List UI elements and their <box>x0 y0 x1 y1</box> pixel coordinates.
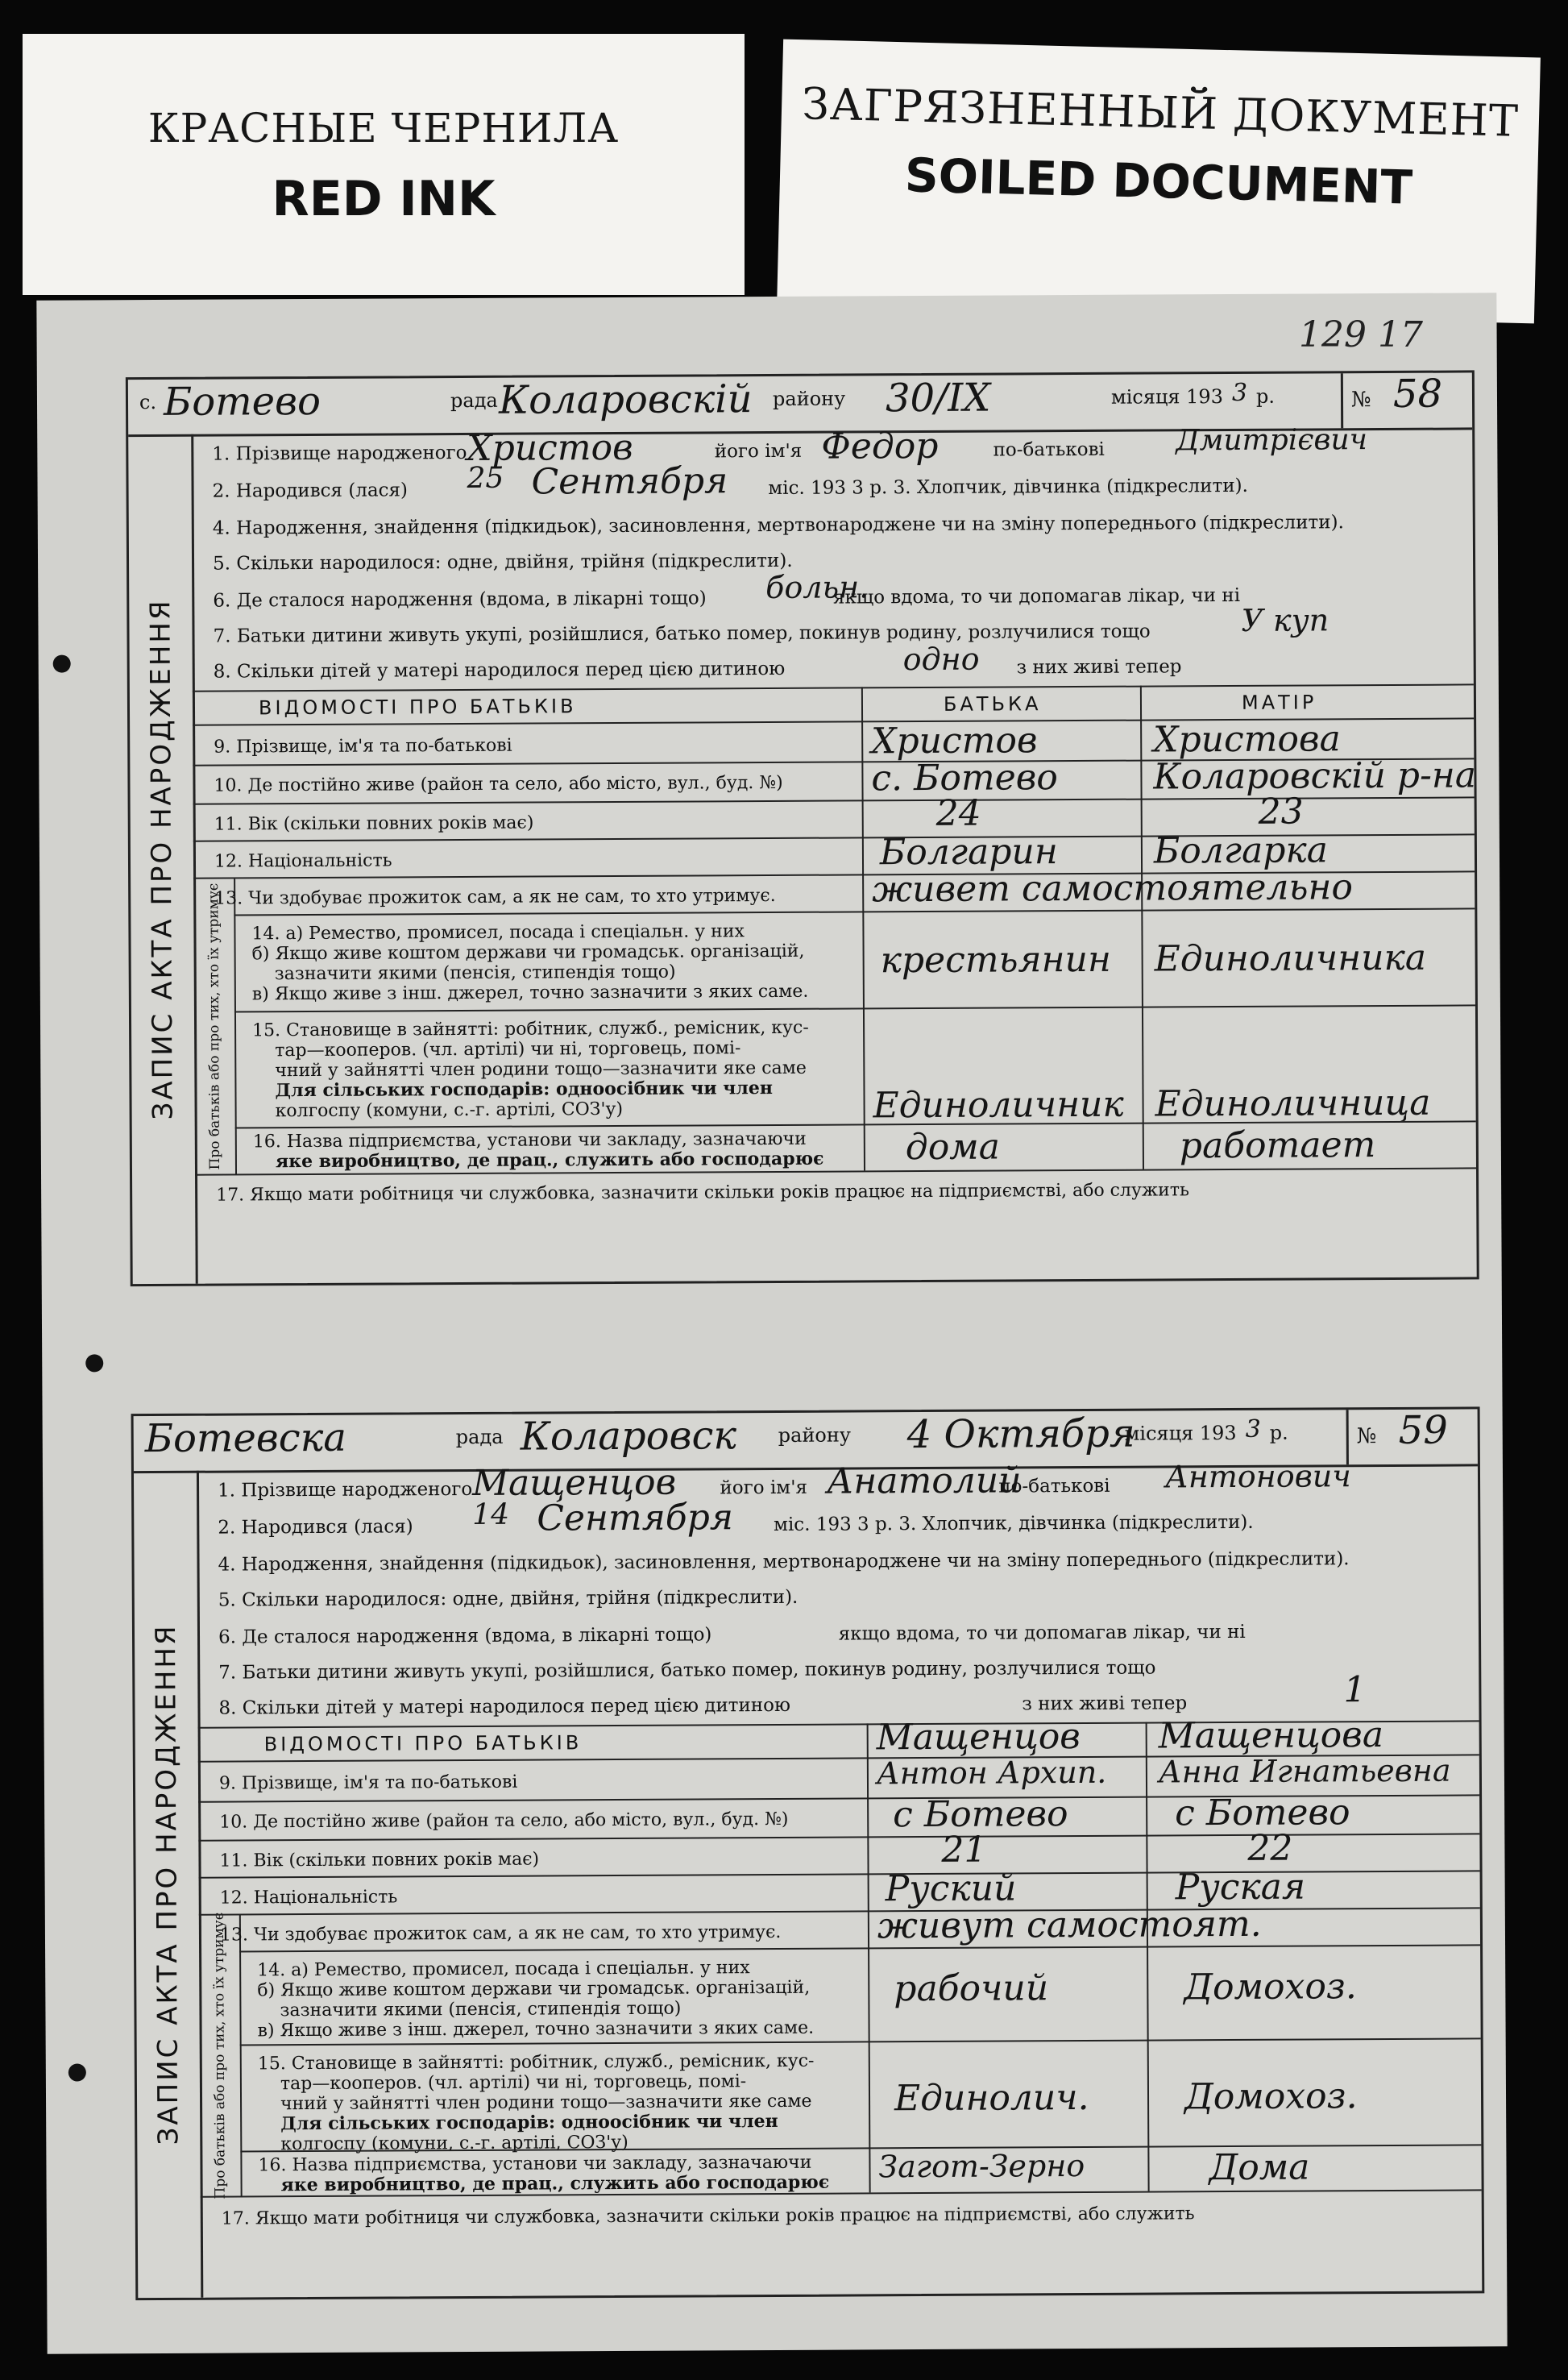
record-number-box <box>1346 1409 1478 1464</box>
soiled-label-ru: ЗАГРЯЗНЕННЫЙ ДОКУМЕНТ <box>801 78 1520 147</box>
father-heading: БАТЬКА <box>943 692 1042 716</box>
date-value: 4 Октября <box>906 1410 1135 1458</box>
row-16-label: 16. Назва підприємства, установи чи закладу, зазначаючи яке виробництво, де прац., служить або господарює <box>252 1128 824 1173</box>
row-rule <box>234 908 1475 916</box>
father-home: с Ботево <box>893 1793 1068 1836</box>
soiled-label-en: SOILED DOCUMENT <box>904 147 1413 215</box>
birth-place: больн. <box>765 569 869 606</box>
mother-age: 22 <box>1247 1827 1293 1869</box>
children-alive: 1 <box>1343 1669 1367 1711</box>
father-occupation: рабочий <box>894 1967 1049 2010</box>
father-age: 24 <box>935 792 981 834</box>
born-day: 14 <box>472 1497 510 1531</box>
father-occupation: крестьянин <box>880 938 1112 982</box>
line-2-born: 2. Народився (лася) міс. 193 3 р. 3. Хлопчик, дівчинка (підкреслити). <box>212 475 1248 502</box>
binding-hole <box>53 655 71 673</box>
mother-position: Единоличница <box>1155 1082 1431 1125</box>
village-value: Ботево <box>163 378 321 425</box>
rada-label: рада <box>450 388 498 413</box>
row-10-label: 10. Де постійно живе (район та село, або місто, вул., буд. №) <box>214 772 783 796</box>
line-1-surname: 1. Прізвище народженого його ім'я по-батькові <box>218 1475 1110 1502</box>
birth-record-58 <box>126 370 1479 1286</box>
year-value: 3 <box>1245 1414 1261 1443</box>
record-number-box <box>1341 372 1472 428</box>
month-label: місяця 193 <box>1124 1421 1237 1445</box>
father-nationality: Руский <box>885 1867 1017 1910</box>
birth-record-59 <box>131 1406 1485 2300</box>
record-number: 58 <box>1392 371 1443 417</box>
born-month: Сентября <box>531 460 728 503</box>
line-5: 5. Скільки народилося: одне, двійня, трійня (підкреслити). <box>212 550 793 575</box>
parents-together: У куп <box>1241 602 1329 638</box>
mother-age: 23 <box>1258 791 1304 833</box>
year-suffix: р. <box>1269 1421 1288 1444</box>
row-12-label: 12. Національність <box>214 850 392 872</box>
village-value: Ботевска <box>144 1414 347 1462</box>
line-1-surname: 1. Прізвище народженого його ім'я по-батькові <box>212 438 1105 465</box>
line-8: 8. Скільки дітей у матері народилося перед цією дитиною з них живі тепер <box>218 1693 1188 1719</box>
mother-name: Анна Игнатьевна <box>1158 1752 1451 1790</box>
line-4: 4. Народження, знайдення (підкидьок), засиновлення, мертвонароджене чи на зміну попереднього (підкреслити). <box>212 512 1344 539</box>
binding-hole <box>68 2063 86 2081</box>
father-surname: Мащенцов <box>876 1716 1081 1759</box>
parents-info-heading: ВІДОМОСТІ ПРО БАТЬКІВ <box>258 695 577 720</box>
mother-column-rule <box>1146 1722 1150 2191</box>
mother-occupation: Домохоз. <box>1184 1966 1357 2008</box>
row-12-label: 12. Національність <box>219 1887 398 1909</box>
father-position: Единоличник <box>873 1083 1124 1127</box>
raion-label: району <box>778 1423 852 1447</box>
line-7: 7. Батьки дитини живуть укупі, розійшлися, батько помер, покинув родину, розлучилися тощо <box>213 621 1151 647</box>
father-column-rule <box>867 1723 871 2192</box>
row-rule <box>199 1907 1480 1915</box>
mother-column-rule <box>1140 686 1144 1169</box>
child-surname: Христов <box>467 426 633 469</box>
rada-value: Коларовск <box>520 1413 737 1460</box>
row-13-label: 13. Чи здобуває прожиток сам, а як не сам, то хто утримує. <box>214 885 776 909</box>
soiled-document-label-card <box>777 39 1541 324</box>
father-name: Антон Архип. <box>876 1754 1107 1792</box>
year-suffix: р. <box>1255 384 1276 408</box>
father-age: 21 <box>941 1829 987 1871</box>
row-9-label: 9. Прізвище, ім'я та по-батькові <box>214 735 512 758</box>
row-rule <box>239 1944 1480 1952</box>
line-6: 6. Де сталося народження (вдома, в лікарні тощо) якщо вдома, то чи допомагав лікар, чи ні <box>213 584 1241 612</box>
livelihood: живет самостоятельно <box>872 866 1354 911</box>
child-name: Федор <box>821 425 939 467</box>
row-15-label: 15. Становище в зайнятті: робітник, служб., ремісник, кус- тар—кооперов. (чл. артілі) чи ні, торговець, помі- чний у зайнятті член родини тощо—зазначити яке саме Для сільських господарів: одноосібник чи член колгоспу (комуни, с.-г. артілі, СОЗ'у) <box>257 2050 815 2155</box>
row-15-label: 15. Становище в зайнятті: робітник, служб., ремісник, кус- тар—кооперов. (чл. артілі) чи ні, торговець, помі- чний у зайнятті член родини тощо—зазначити яке саме Для сільських господарів: одноосібник чи член колгоспу (комуни, с.-г. артілі, СОЗ'у) <box>252 1017 809 1122</box>
born-month: Сентября <box>537 1497 734 1539</box>
mother-nationality: Руская <box>1175 1866 1306 1909</box>
mother-workplace: работает <box>1179 1124 1376 1167</box>
mother-position: Домохоз. <box>1184 2075 1358 2118</box>
line-5: 5. Скільки народилося: одне, двійня, трійня (підкреслити). <box>218 1586 799 1611</box>
children-before: одно <box>902 641 980 678</box>
number-label: № <box>1356 1424 1377 1449</box>
line-8: 8. Скільки дітей у матері народилося перед цією дитиною з них живі тепер <box>213 656 1182 683</box>
village-label: с. <box>139 390 157 414</box>
year-value: 3 <box>1231 378 1248 407</box>
record-side-title <box>134 1471 203 2298</box>
mother-name: Христова <box>1153 718 1341 761</box>
parents-info-heading: ВІДОМОСТІ ПРО БАТЬКІВ <box>263 1731 583 1756</box>
parents-side-label: Про батьків або про тих, хто їх утримує <box>199 1915 243 2195</box>
row-14-label: 14. а) Ремество, промисел, посада і спеціальн. у них б) Якщо живе коштом держави чи громадськ. організацій, зазначити якими (пенсія, стипендія тощо) в) Якщо живе з інш. джерел, точно зазначити з яких саме. <box>257 1958 815 2041</box>
row-17-label: 17. Якщо мати робітниця чи службовка, зазначити скільки років працює на підприємстві, або служить <box>221 2203 1195 2229</box>
date-value: 30/IX <box>885 375 991 422</box>
row-13-label: 13. Чи здобуває прожиток сам, а як не сам, то хто утримує. <box>219 1921 782 1946</box>
father-name: Христов <box>871 720 1038 762</box>
rada-label: рада <box>455 1425 504 1449</box>
month-label: місяця 193 <box>1110 385 1223 409</box>
row-9-label: 9. Прізвище, ім'я та по-батькові <box>218 1772 518 1794</box>
red-ink-label-card <box>23 34 745 295</box>
mother-nationality: Болгарка <box>1153 829 1329 872</box>
child-patronymic: Дмитрієвич <box>1176 423 1368 458</box>
father-nationality: Болгарин <box>879 831 1058 874</box>
row-10-label: 10. Де постійно живе (район та село, або місто, вул., буд. №) <box>219 1809 789 1833</box>
register-page <box>36 293 1507 2353</box>
row-17-label: 17. Якщо мати робітниця чи службовка, зазначити скільки років працює на підприємстві, або служить <box>216 1180 1190 1206</box>
row-rule <box>234 1004 1475 1012</box>
child-surname: Мащенцов <box>471 1461 677 1504</box>
child-patronymic: Антонович <box>1164 1458 1351 1495</box>
record-number: 59 <box>1398 1407 1448 1453</box>
parents-side-label: Про батьків або про тих, хто їх утримує <box>193 878 237 1173</box>
rada-value: Коларовскій <box>498 376 753 423</box>
side-title-text: ЗАПИС АКТА ПРО НАРОДЖЕННЯ <box>149 1623 185 2145</box>
line-7: 7. Батьки дитини живуть укупі, розійшлися, батько помер, покинув родину, розлучилися тощо <box>218 1657 1156 1684</box>
mother-heading: МАТІР <box>1241 691 1317 714</box>
line-6: 6. Де сталося народження (вдома, в лікарні тощо) якщо вдома, то чи допомагав лікар, чи ні <box>218 1621 1246 1648</box>
father-column-rule <box>861 687 865 1170</box>
born-day: 25 <box>467 461 504 495</box>
mother-occupation: Единоличника <box>1154 937 1427 980</box>
row-11-label: 11. Вік (скільки повних років має) <box>214 812 534 835</box>
father-home: с. Ботево <box>871 757 1058 800</box>
red-ink-label-ru: КРАСНЫЕ ЧЕРНИЛА <box>147 105 620 152</box>
father-workplace: Загот-Зерно <box>878 2147 1085 2185</box>
mother-workplace: Дома <box>1209 2146 1310 2189</box>
mother-home: с Ботево <box>1175 1792 1350 1834</box>
folio-number: 129 17 <box>1299 314 1423 355</box>
red-ink-label-en: RED INK <box>272 171 496 227</box>
line-2-born: 2. Народився (лася) міс. 193 3 р. 3. Хлопчик, дівчинка (підкреслити). <box>218 1511 1254 1539</box>
binding-hole <box>85 1354 103 1372</box>
side-title-text: ЗАПИС АКТА ПРО НАРОДЖЕННЯ <box>144 598 180 1120</box>
row-11-label: 11. Вік (скільки повних років має) <box>219 1849 540 1871</box>
mother-surname: Мащенцова <box>1158 1714 1384 1757</box>
row-14-label: 14. а) Ремество, промисел, посада і спеціальн. у них б) Якщо живе коштом держави чи громадськ. організацій, зазначити якими (пенсія, стипендія тощо) в) Якщо живе з інш. джерел, точно зазначити з яких саме. <box>251 921 809 1005</box>
record-side-title <box>128 434 198 1284</box>
child-name: Анатолий <box>826 1460 1022 1502</box>
line-4: 4. Народження, знайдення (підкидьок), засиновлення, мертвонароджене чи на зміну попереднього (підкреслити). <box>218 1548 1350 1576</box>
father-workplace: дома <box>905 1126 1001 1169</box>
father-position: Единолич. <box>894 2076 1089 2120</box>
row-16-label: 16. Назва підприємства, установи чи закладу, зазначаючи яке виробництво, де прац., служить або господарює <box>258 2152 830 2196</box>
livelihood: живут самостоят. <box>877 1903 1262 1947</box>
mother-home: Коларовскій р-на <box>1153 754 1477 798</box>
raion-label: району <box>772 387 846 410</box>
number-label: № <box>1350 388 1371 413</box>
